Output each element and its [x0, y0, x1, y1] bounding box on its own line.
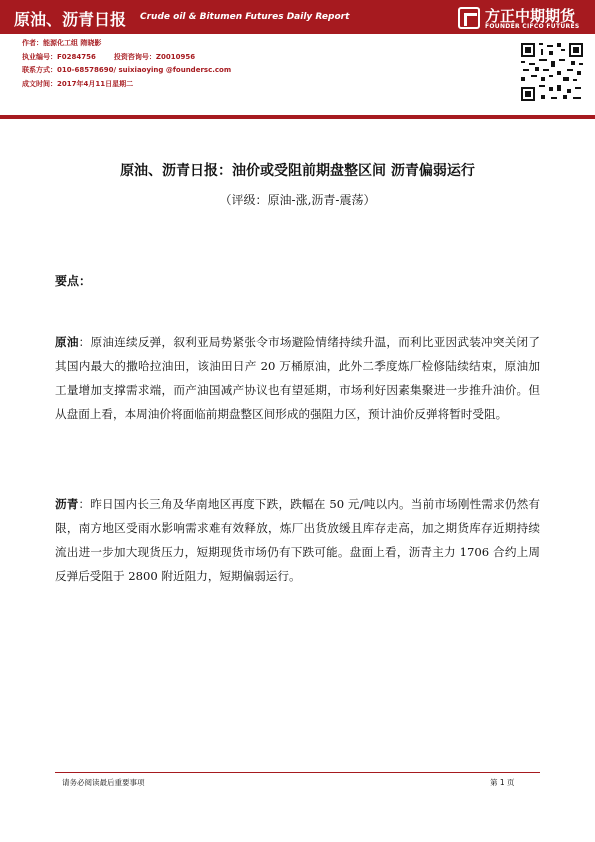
crude-oil-paragraph	[55, 330, 540, 426]
license-row	[22, 51, 231, 65]
date-row	[22, 78, 231, 92]
author-row	[22, 37, 231, 51]
date-value: 2017年4月11日星期二	[57, 79, 134, 88]
contact-value: 010-68578690/ suixiaoying @foundersc.com	[57, 66, 232, 75]
contact-label: 联系方式：	[22, 66, 57, 75]
footer-disclaimer: 请务必阅读最后重要事项	[62, 778, 145, 787]
report-title: 原油、沥青日报：油价或受阻前期盘整区间 沥青偏弱运行	[120, 163, 475, 179]
crude-oil-label: 原油	[55, 335, 79, 349]
keypoints-heading: 要点：	[55, 274, 92, 288]
footer-divider	[55, 772, 540, 773]
consult-label: 投资咨询号：	[113, 52, 156, 61]
header-title-en: Crude oil & Bitumen Futures Daily Report	[140, 12, 350, 22]
header-title-cn: 原油、沥青日报	[14, 10, 127, 29]
page-number: 第 1 页	[490, 778, 515, 787]
author-info	[22, 37, 231, 91]
contact-row	[22, 64, 231, 78]
crude-oil-text: ：原油连续反弹，叙利亚局势紧张令市场避险情绪持续升温，而利比亚因武装冲突关闭了其国内最大的撒哈拉油田，该油田日产 20 万桶原油，此外二季度炼厂检修陆续结束，原油加工量增加支撑需求端，而产油国减产协议也有望延期，市场利好因素集聚进一步推升油价。但从盘面上看，本周油价将面临前期盘整区间形成的强阻力区，预计油价反弹将暂时受阻。	[55, 335, 540, 421]
founder-logo-icon	[458, 7, 480, 29]
consult-value: Z0010956	[155, 52, 196, 61]
qr-code-icon	[519, 41, 585, 103]
license-label: 执业编号：	[22, 52, 57, 61]
report-header	[0, 0, 595, 120]
header-bar	[0, 0, 595, 34]
header-divider	[0, 115, 595, 119]
date-label: 成文时间：	[22, 79, 57, 88]
bitumen-label: 沥青	[55, 497, 79, 511]
company-logo	[458, 6, 593, 32]
bitumen-paragraph	[55, 492, 540, 588]
logo-name-cn: 方正中期期货	[485, 7, 576, 25]
logo-name-en: FOUNDER CIFCO FUTURES	[485, 23, 580, 30]
report-rating: （评级：原油-涨,沥青-震荡）	[219, 193, 376, 207]
author-label: 作者：	[22, 39, 43, 47]
license-value: F0284756	[57, 52, 96, 61]
author-value: 能源化工组 隋晓影	[43, 39, 102, 47]
bitumen-text: ：昨日国内长三角及华南地区再度下跌，跌幅在 50 元/吨以内。当前市场刚性需求仍然有限，南方地区受雨水影响需求难有效释放，炼厂出货放缓且库存走高，加之期货库存近期持续流出进一步加大现货压力，短期现货市场仍有下跌可能。盘面上看，沥青主力 1706 合约上周反弹后受阻于 2800 附近阻力，短期偏弱运行。	[55, 497, 540, 583]
